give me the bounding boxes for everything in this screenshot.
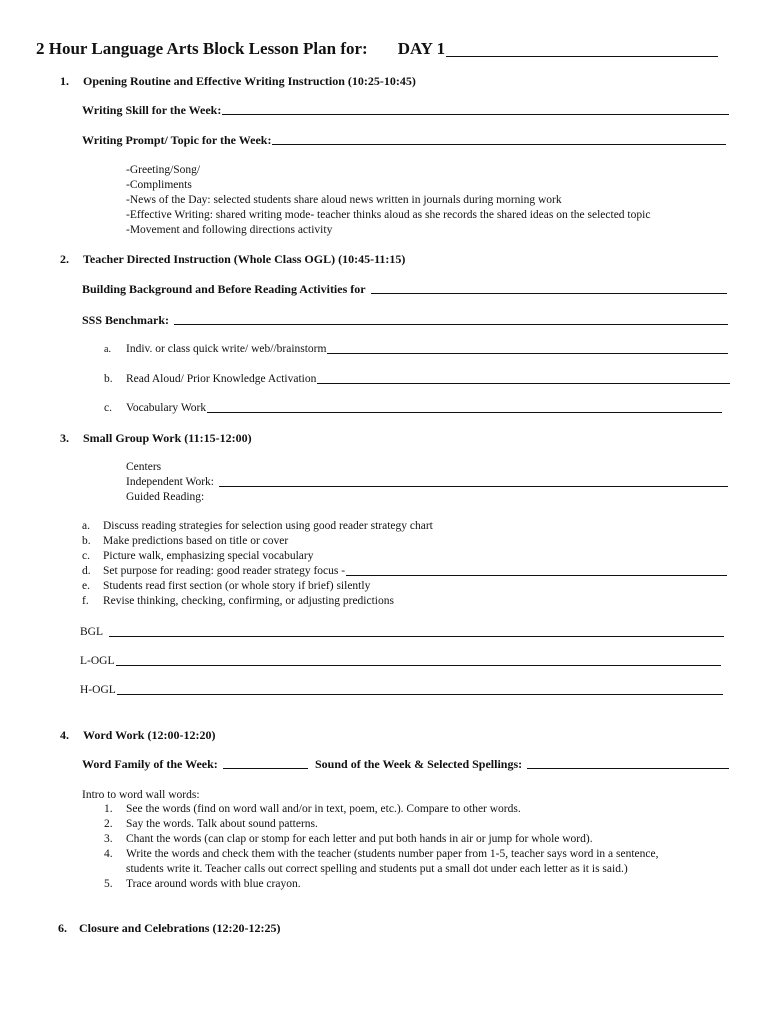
list-item — [82, 549, 433, 564]
item-letter: a. — [82, 520, 90, 532]
blank-line — [222, 114, 729, 115]
item-text: Students read first section (or whole story if brief) silently — [103, 580, 371, 592]
list-item — [104, 802, 659, 817]
h-ogl-field[interactable] — [80, 683, 723, 698]
day-line — [446, 56, 718, 57]
writing-prompt-field[interactable] — [82, 133, 726, 148]
section-6-heading — [58, 921, 280, 936]
section-title: Small Group Work (11:15-12:00) — [83, 431, 252, 445]
section-number: 3. — [60, 431, 69, 445]
blank-line — [272, 144, 726, 145]
section-3-heading — [60, 431, 252, 446]
item-number: 3. — [104, 833, 113, 845]
item-letter: c. — [82, 550, 90, 562]
item-letter: e. — [82, 580, 90, 592]
field-label: Independent Work: — [126, 476, 214, 488]
list-item — [82, 579, 394, 594]
blank-line — [207, 412, 722, 413]
group-label: L-OGL — [80, 655, 115, 667]
blank-line — [117, 694, 723, 695]
blank-line — [346, 575, 727, 576]
l-ogl-field[interactable] — [80, 654, 721, 669]
group-label: H-OGL — [80, 684, 116, 696]
list-item: -Movement and following directions activity — [126, 224, 333, 236]
centers-label: Centers — [126, 461, 162, 473]
list-item — [104, 817, 659, 832]
blank-line — [317, 383, 730, 384]
guided-reading-list-cont — [82, 579, 394, 609]
bgl-field[interactable] — [80, 625, 724, 640]
blank-line — [116, 665, 722, 666]
whole-class-item-a[interactable] — [104, 342, 728, 357]
blank-line — [527, 768, 729, 769]
sound-of-week-field[interactable] — [315, 757, 729, 772]
reading-purpose-field[interactable] — [82, 564, 727, 579]
word-wall-intro: Intro to word wall words: — [82, 789, 200, 801]
list-item — [82, 594, 394, 609]
list-item — [82, 534, 433, 549]
item-letter: f. — [82, 595, 89, 607]
list-item — [104, 847, 659, 862]
list-item: -Compliments — [126, 179, 192, 191]
opening-routine-list — [126, 163, 650, 238]
word-family-field[interactable] — [82, 757, 308, 772]
independent-work-field[interactable] — [126, 475, 728, 490]
title-text: 2 Hour Language Arts Block Lesson Plan for: — [36, 39, 368, 58]
section-title: Closure and Celebrations (12:20-12:25) — [79, 921, 281, 935]
item-number: 5. — [104, 878, 113, 890]
field-label: Word Family of the Week: — [82, 757, 218, 771]
list-item: -Effective Writing: shared writing mode- teacher thinks aloud as she records the shared ideas on the selected topic — [126, 209, 651, 221]
list-item — [104, 877, 659, 892]
item-number: 4. — [104, 848, 113, 860]
field-label: Writing Skill for the Week: — [82, 103, 222, 117]
blank-line — [327, 353, 728, 354]
blank-line — [109, 636, 724, 637]
item-text: Trace around words with blue crayon. — [126, 878, 301, 890]
page-title — [36, 38, 718, 60]
field-label: SSS Benchmark: — [82, 313, 170, 327]
item-text: Read Aloud/ Prior Knowledge Activation — [126, 373, 317, 385]
whole-class-item-c[interactable] — [104, 401, 722, 416]
item-text: See the words (find on word wall and/or in text, poem, etc.). Compare to other words. — [126, 803, 521, 815]
section-title: Word Work (12:00-12:20) — [83, 728, 216, 742]
item-text: Revise thinking, checking, confirming, or adjusting predictions — [103, 595, 394, 607]
section-number: 1. — [60, 74, 69, 88]
item-text: Set purpose for reading: good reader strategy focus - — [103, 565, 346, 577]
section-4-heading — [60, 728, 215, 743]
item-letter: a. — [104, 344, 111, 355]
item-text: Make predictions based on title or cover — [103, 535, 289, 547]
writing-skill-field[interactable] — [82, 103, 729, 118]
list-item — [82, 519, 433, 534]
group-label: BGL — [80, 626, 103, 638]
item-text: students write it. Teacher calls out correct spelling and students put a small dot under each letter as it is said.) — [126, 863, 628, 875]
item-text: Indiv. or class quick write/ web//brainstorm — [126, 343, 327, 355]
blank-line — [174, 324, 728, 325]
item-text: Vocabulary Work — [126, 402, 207, 414]
item-letter: d. — [82, 565, 91, 577]
sss-benchmark-field[interactable] — [82, 313, 728, 328]
item-letter: b. — [82, 535, 91, 547]
guided-reading-list — [82, 519, 433, 564]
section-2-heading — [60, 252, 405, 267]
building-background-field[interactable] — [82, 282, 727, 297]
item-number: 1. — [104, 803, 113, 815]
section-1-heading — [60, 74, 416, 89]
blank-line — [223, 768, 308, 769]
word-wall-list — [104, 802, 659, 892]
blank-line — [371, 293, 727, 294]
item-text: Discuss reading strategies for selection using good reader strategy chart — [103, 520, 433, 532]
item-text: Write the words and check them with the teacher (students number paper from 1-5, teacher says word in a sentence, — [126, 848, 659, 860]
field-label: Writing Prompt/ Topic for the Week: — [82, 133, 272, 147]
field-label: Building Background and Before Reading Activities for — [82, 282, 366, 296]
guided-reading-label: Guided Reading: — [126, 491, 205, 503]
section-title: Opening Routine and Effective Writing Instruction (10:25-10:45) — [83, 74, 416, 88]
section-number: 6. — [58, 921, 67, 935]
field-label: Sound of the Week & Selected Spellings: — [315, 757, 523, 771]
list-item: -News of the Day: selected students share aloud news written in journals during morning work — [126, 194, 562, 206]
list-item: -Greeting/Song/ — [126, 164, 201, 176]
whole-class-item-b[interactable] — [104, 372, 730, 387]
section-number: 2. — [60, 252, 69, 266]
blank-line — [219, 486, 728, 487]
item-letter: c. — [104, 402, 112, 414]
item-number: 2. — [104, 818, 113, 830]
section-number: 4. — [60, 728, 69, 742]
day-label: DAY 1 — [397, 39, 446, 58]
item-letter: b. — [104, 373, 113, 385]
section-title: Teacher Directed Instruction (Whole Class OGL) (10:45-11:15) — [83, 252, 406, 266]
item-text: Chant the words (can clap or stomp for each letter and put both hands in air or jump for whole word). — [126, 833, 593, 845]
item-text: Say the words. Talk about sound patterns. — [126, 818, 318, 830]
list-item — [104, 832, 659, 847]
item-text: Picture walk, emphasizing special vocabulary — [103, 550, 314, 562]
list-item-continuation — [104, 862, 659, 877]
